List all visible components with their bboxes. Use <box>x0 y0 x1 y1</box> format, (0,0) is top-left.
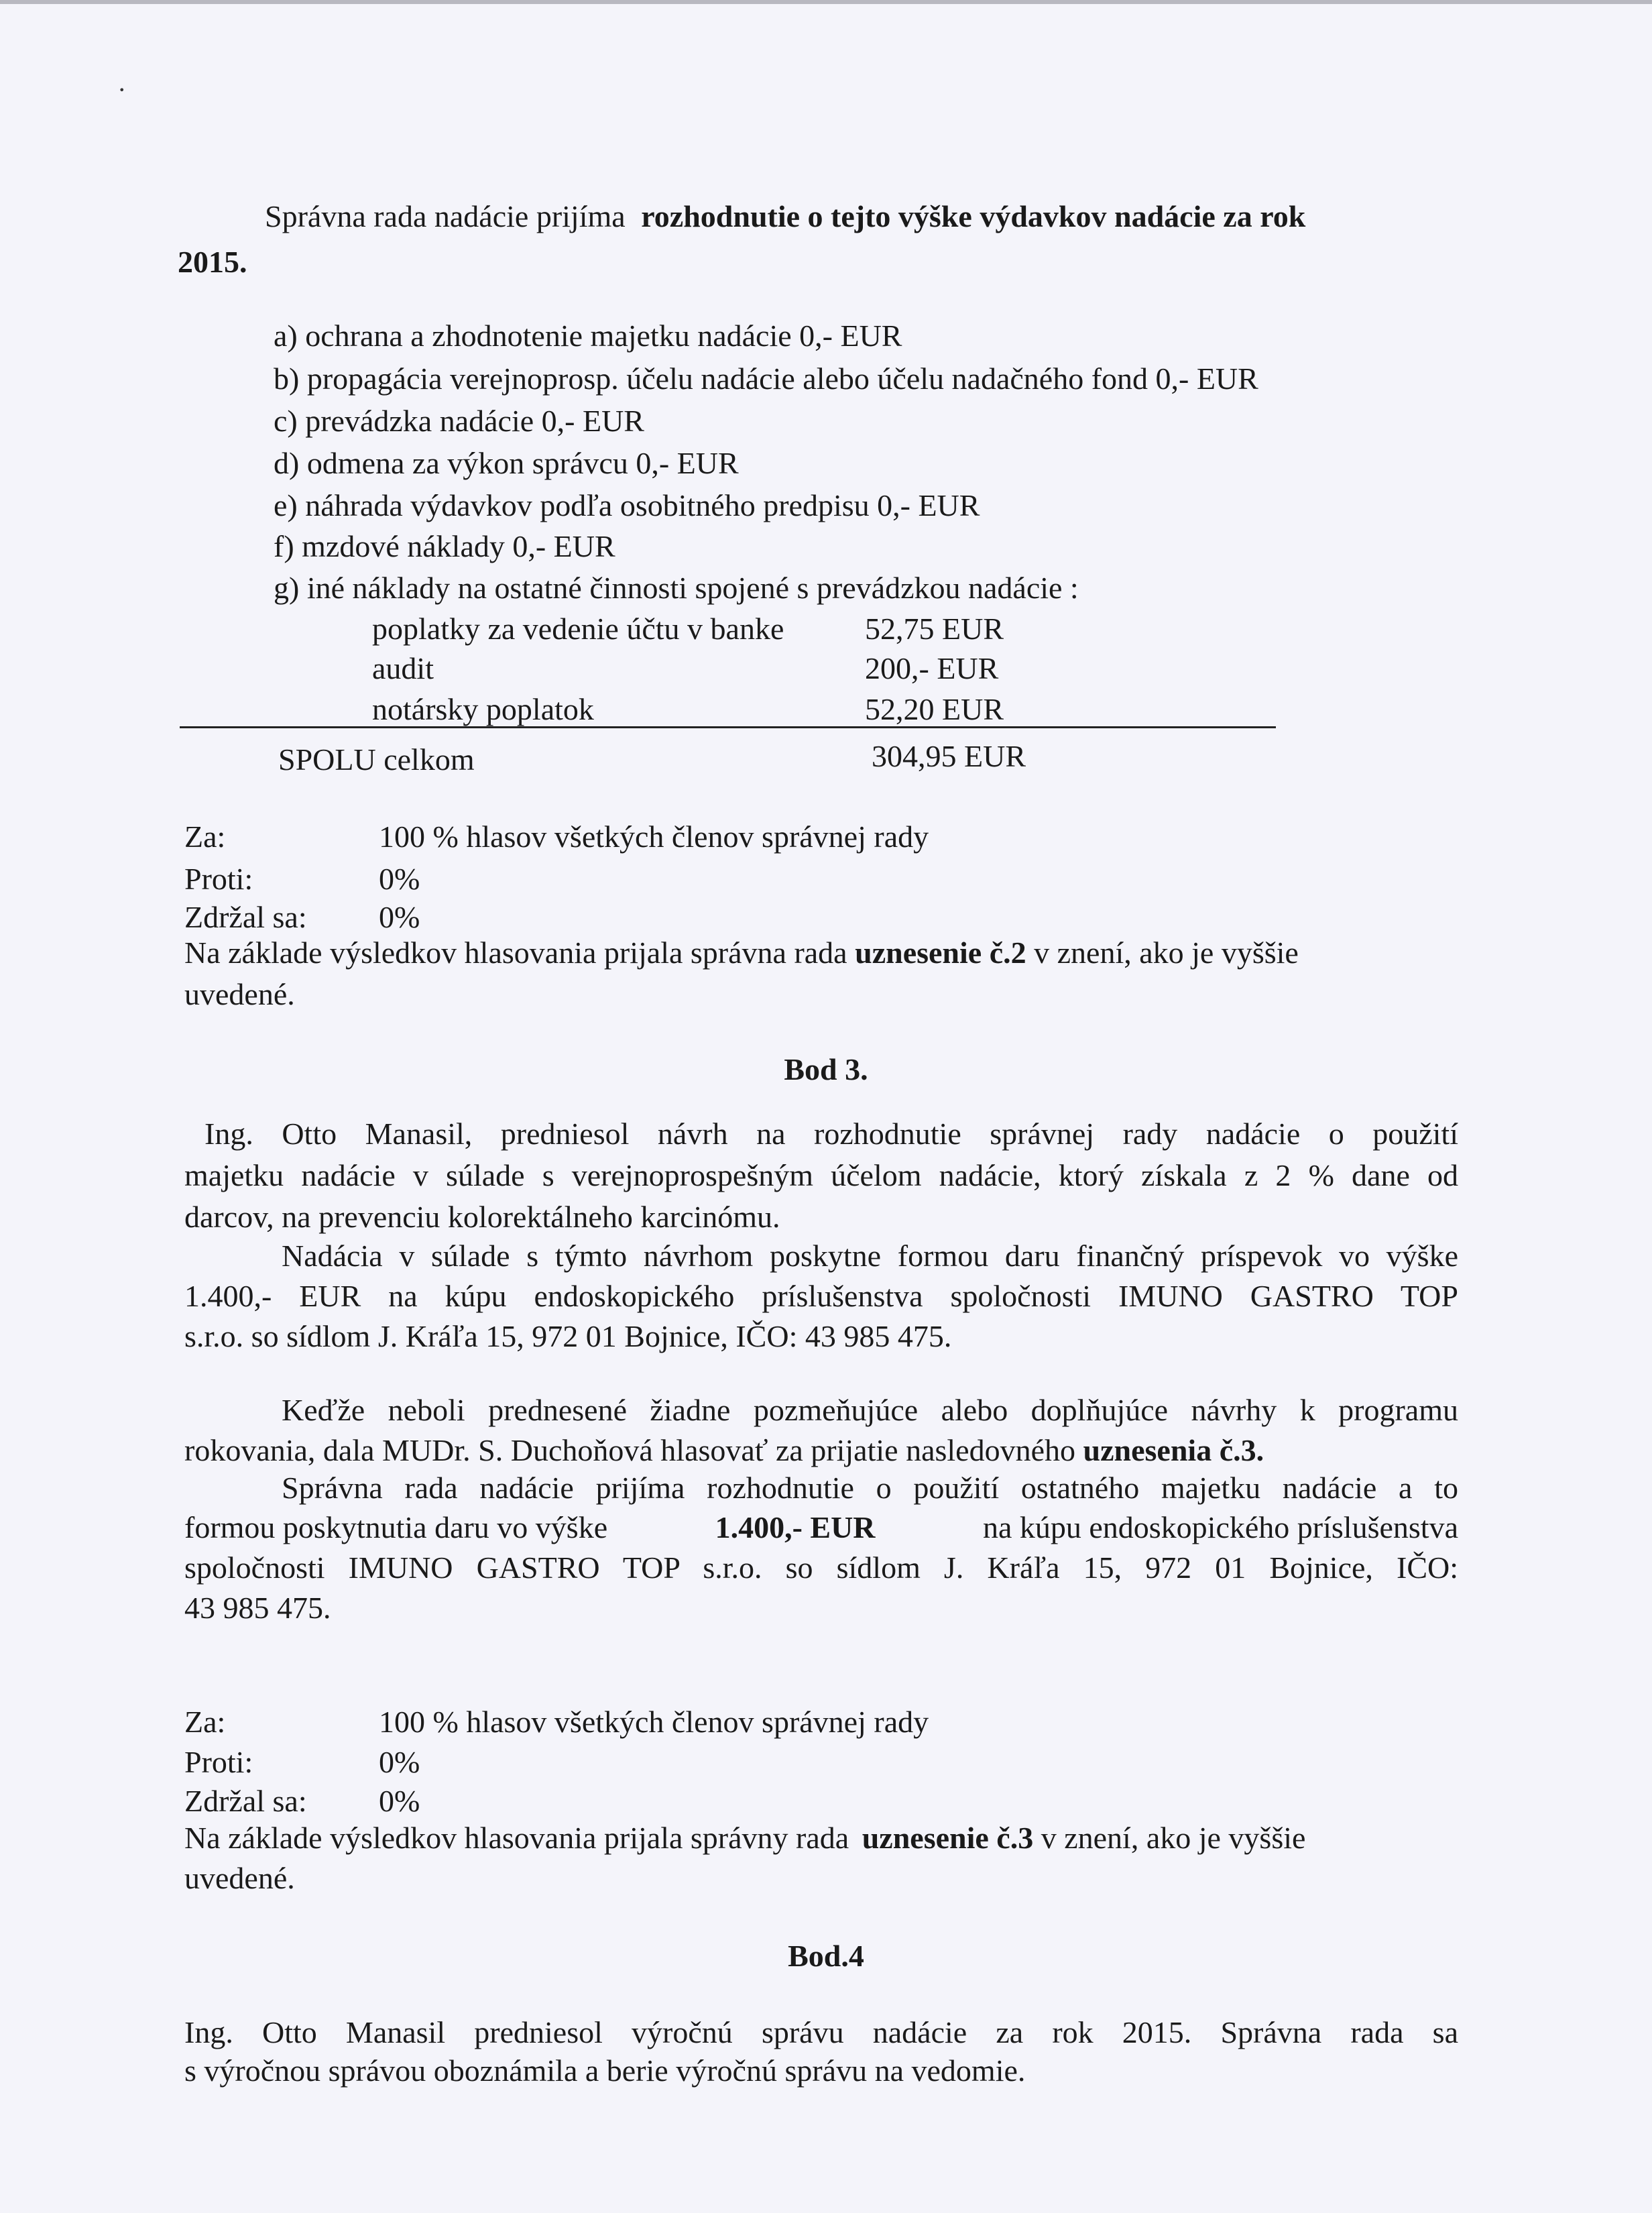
bod3-p4-line4: 43 985 475. <box>184 1591 331 1625</box>
sub-item-value-bank: 52,75 EUR <box>865 612 1004 646</box>
bod3-p4-line3: spoločnosti IMUNO GASTRO TOP s.r.o. so sídlom J. Kráľa 15, 972 01 Bojnice, IČO: <box>184 1550 1458 1585</box>
vote3-result: Na základe výsledkov hlasovania prijala správny rada uznesenie č.3 v znení, ako je vyššie <box>184 1821 1306 1855</box>
decision-intro-bold: rozhodnutie o tejto výške výdavkov nadácie za rok <box>641 199 1306 233</box>
vote2-result-end: uvedené. <box>184 977 295 1011</box>
decision-intro <box>265 201 1305 232</box>
bod3-p1-line3: darcov, na prevenciu kolorektálneho karcinómu. <box>184 1200 780 1234</box>
expense-item-f: f) mzdové náklady 0,- EUR <box>274 529 615 563</box>
scan-edge <box>0 0 1652 4</box>
bod4-line2: s výročnou správou oboznámila a berie výročnú správu na vedomie. <box>184 2053 1026 2088</box>
vote3-proti-value: 0% <box>379 1745 420 1779</box>
expense-item-g: g) iné náklady na ostatné činnosti spojené s prevádzkou nadácie : <box>274 571 1079 605</box>
scan-mark: · <box>112 74 131 105</box>
expense-item-a: a) ochrana a zhodnotenie majetku nadácie 0,- EUR <box>274 319 902 353</box>
bod3-p3-line1: Keďže neboli prednesené žiadne pozmeňujúce alebo doplňujúce návrhy k programu <box>282 1393 1458 1427</box>
vote2-result: Na základe výsledkov hlasovania prijala správna rada uznesenie č.2 v znení, ako je vyššie <box>184 935 1299 970</box>
vote2-za-label: Za: <box>184 819 226 854</box>
bod3-p4-line2: formou poskytnutia daru vo výške 1.400,- EUR na kúpu endoskopického príslušenstva <box>184 1510 1458 1544</box>
decision-year: 2015. <box>178 245 247 279</box>
vote2-za-value: 100 % hlasov všetkých členov správnej rady <box>379 819 929 854</box>
vote3-zdrzal-label: Zdržal sa: <box>184 1784 307 1818</box>
bod3-p4-line1: Správna rada nadácie prijíma rozhodnutie o použití ostatného majetku nadácie a to <box>282 1471 1458 1505</box>
sub-item-value-notary: 52,20 EUR <box>865 692 1004 726</box>
total-label: SPOLU celkom <box>278 742 475 777</box>
expense-item-e: e) náhrada výdavkov podľa osobitného predpisu 0,- EUR <box>274 488 980 522</box>
vote3-za-value: 100 % hlasov všetkých členov správnej rady <box>379 1705 929 1739</box>
sub-item-label-bank: poplatky za vedenie účtu v banke <box>372 612 784 646</box>
sub-item-label-notary: notársky poplatok <box>372 692 594 726</box>
vote3-proti-label: Proti: <box>184 1745 253 1779</box>
decision-intro-text: Správna rada nadácie prijíma <box>265 199 626 233</box>
bod3-p2-line3: s.r.o. so sídlom J. Kráľa 15, 972 01 Bojnice, IČO: 43 985 475. <box>184 1319 952 1353</box>
total-value: 304,95 EUR <box>872 739 1026 773</box>
bod3-p3-line2: rokovania, dala MUDr. S. Duchoňová hlasovať za prijatie nasledovného uznesenia č.3. <box>184 1433 1264 1467</box>
bod3-p2-line2: 1.400,- EUR na kúpu endoskopického príslušenstva spoločnosti IMUNO GASTRO TOP <box>184 1279 1458 1313</box>
vote2-zdrzal-label: Zdržal sa: <box>184 900 307 934</box>
bod4-heading: Bod.4 <box>788 1939 864 1973</box>
sub-item-value-audit: 200,- EUR <box>865 651 999 685</box>
vote3-za-label: Za: <box>184 1705 226 1739</box>
vote2-proti-value: 0% <box>379 862 420 896</box>
vote3-result-end: uvedené. <box>184 1861 295 1895</box>
vote2-proti-label: Proti: <box>184 862 253 896</box>
bod3-p1-line2: majetku nadácie v súlade s verejnoprospešným účelom nadácie, ktorý získala z 2 % dane od <box>184 1158 1458 1192</box>
total-divider <box>180 726 1276 728</box>
bod4-line1: Ing. Otto Manasil predniesol výročnú správu nadácie za rok 2015. Správna rada sa <box>184 2015 1458 2049</box>
bod3-p1-line1: Ing. Otto Manasil, predniesol návrh na rozhodnutie správnej rady nadácie o použití <box>204 1117 1458 1151</box>
expense-item-b: b) propagácia verejnoprosp. účelu nadácie alebo účelu nadačného fond 0,- EUR <box>274 361 1258 396</box>
vote3-zdrzal-value: 0% <box>379 1784 420 1818</box>
expense-item-d: d) odmena za výkon správcu 0,- EUR <box>274 446 739 480</box>
expense-item-c: c) prevádzka nadácie 0,- EUR <box>274 404 644 438</box>
bod3-p2-line1: Nadácia v súlade s týmto návrhom poskytne formou daru finančný príspevok vo výške <box>282 1239 1458 1273</box>
vote2-zdrzal-value: 0% <box>379 900 420 934</box>
sub-item-label-audit: audit <box>372 651 434 685</box>
bod3-heading: Bod 3. <box>784 1052 868 1086</box>
